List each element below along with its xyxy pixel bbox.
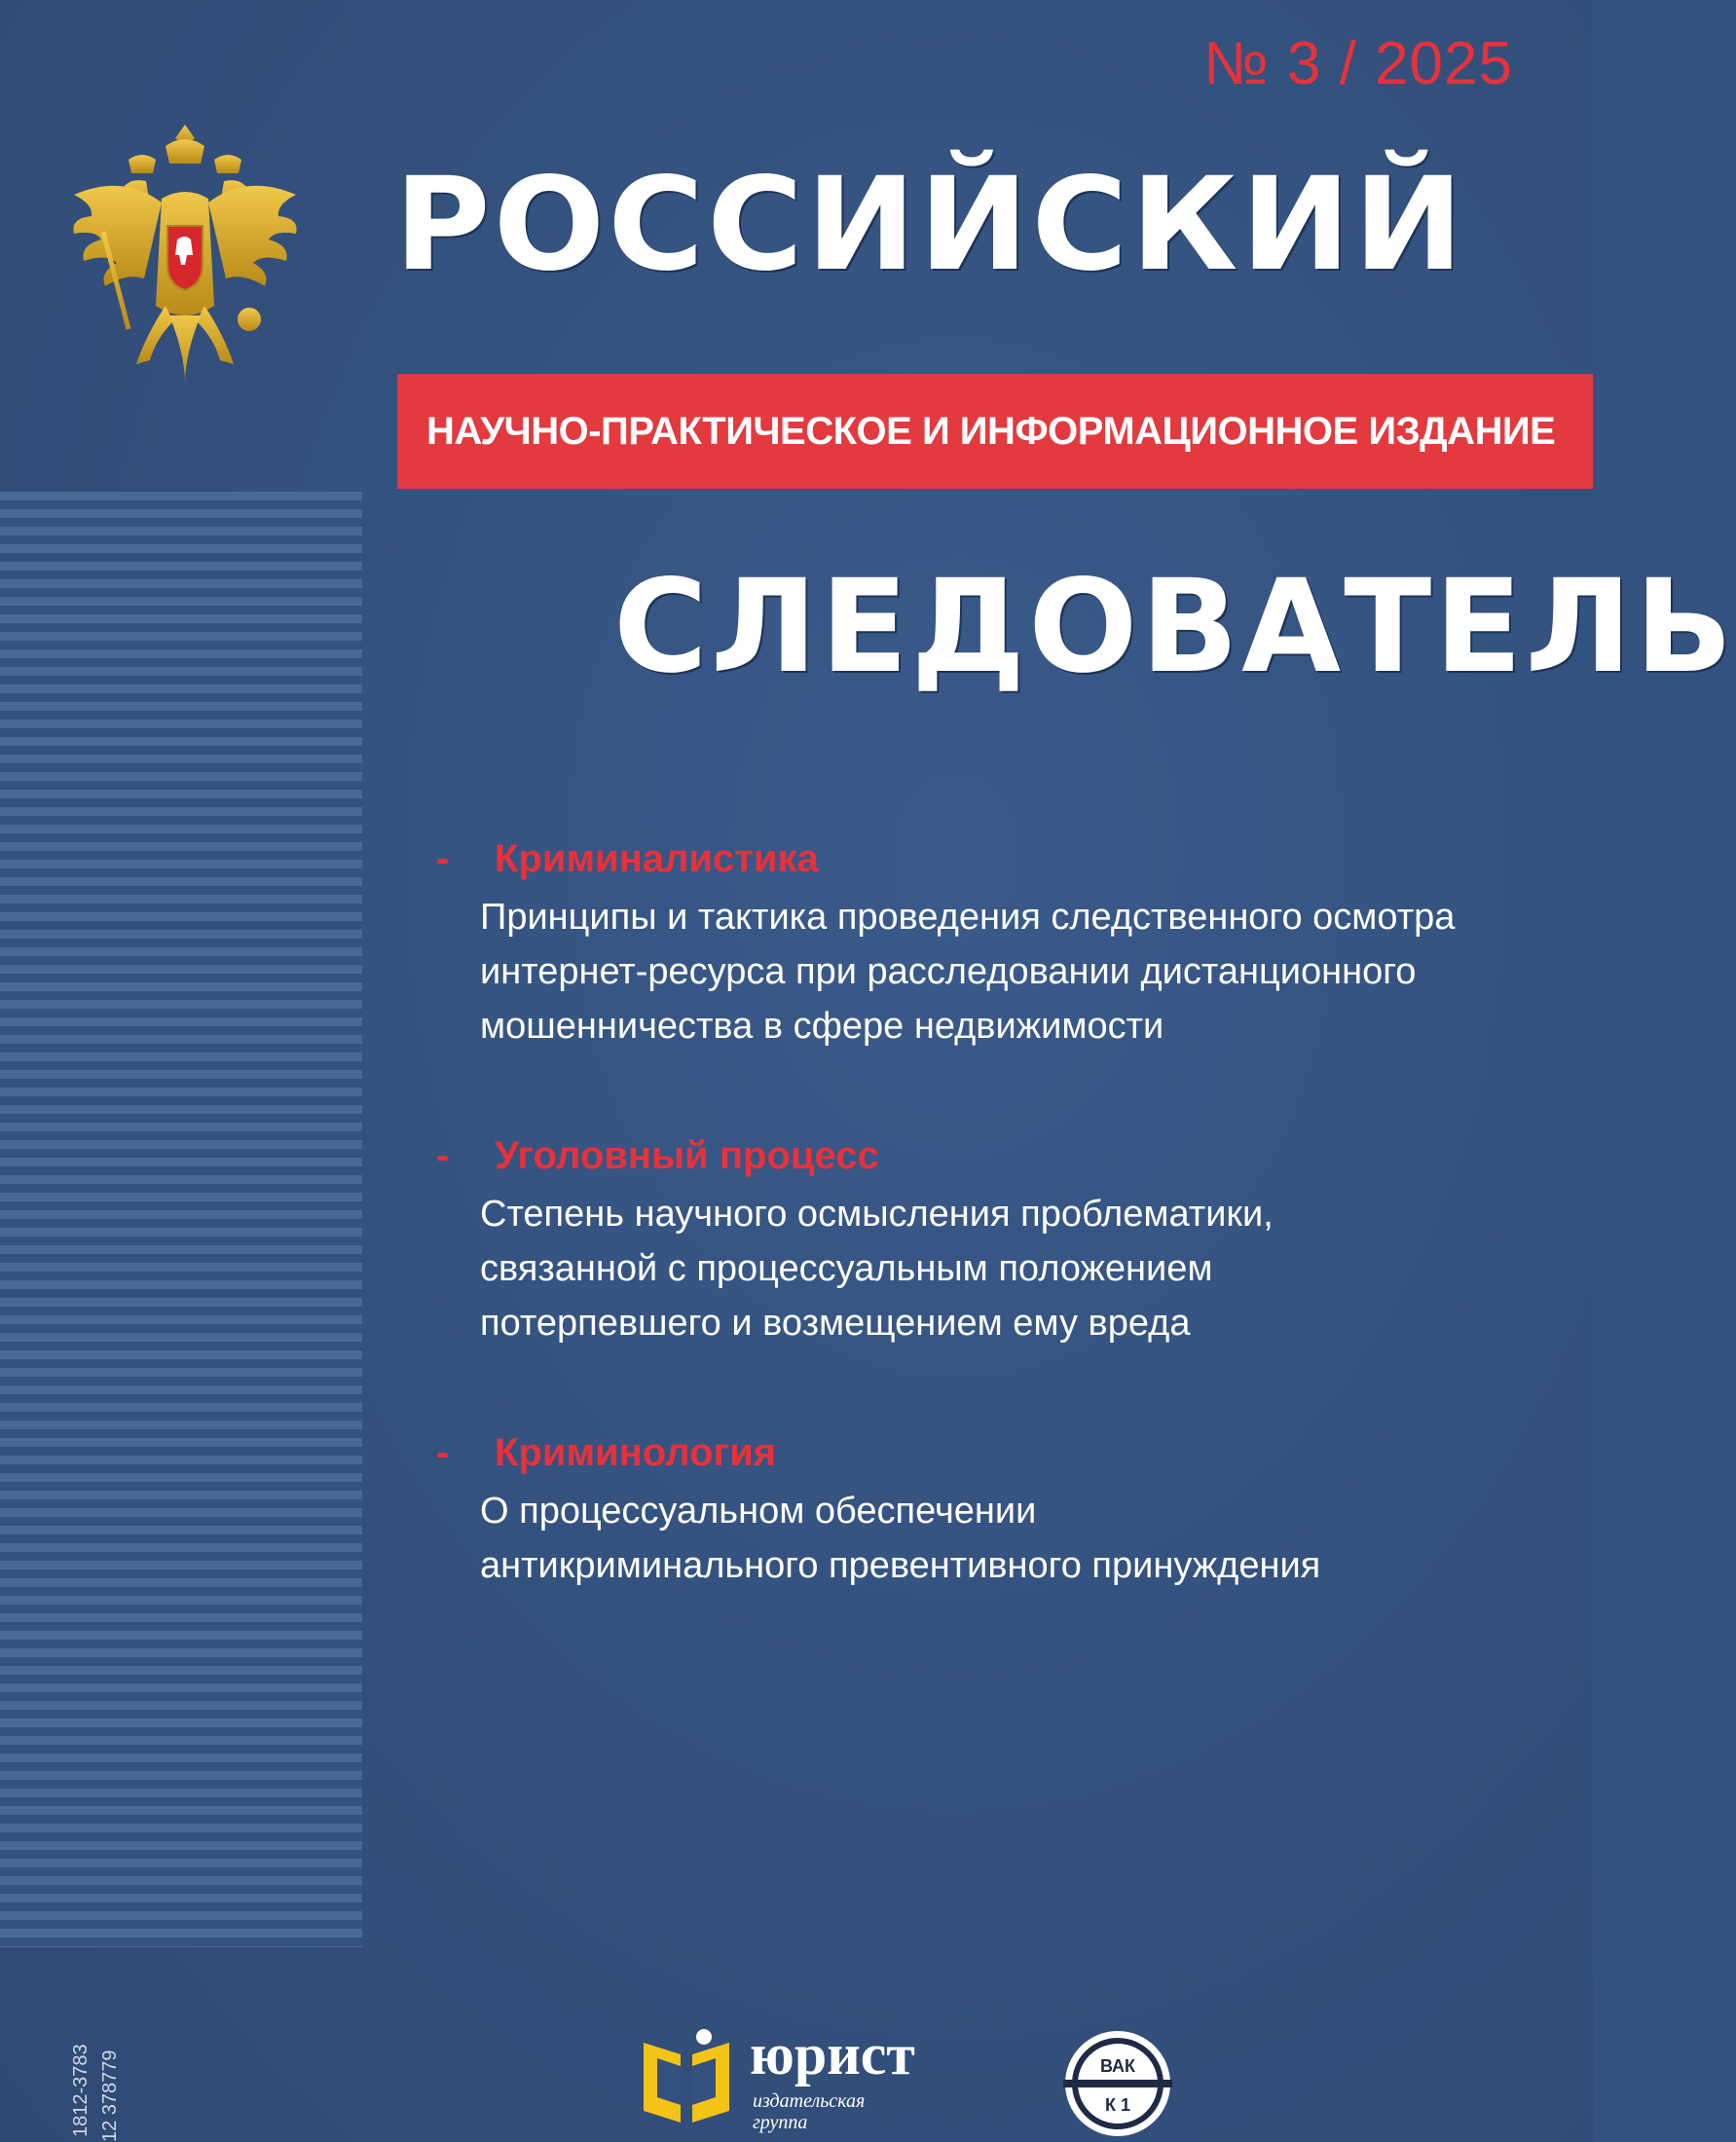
publisher-book-icon xyxy=(638,2025,735,2132)
section-line: интернет-ресурса при расследовании дистанционного xyxy=(480,951,1417,992)
title-rossiyskiy: РОССИЙСКИЙ xyxy=(394,150,1466,300)
section-line: потерпевшего и возмещением ему вреда xyxy=(480,1303,1191,1344)
section-dash: - xyxy=(436,837,450,880)
subtitle-text: НАУЧНО-ПРАКТИЧЕСКОЕ И ИНФОРМАЦИОННОЕ ИЗДАНИЕ xyxy=(426,409,1556,453)
section-heading xyxy=(436,839,1455,878)
publisher-subtitle xyxy=(753,2090,865,2133)
section-dash: - xyxy=(436,1134,450,1177)
section-title: Криминалистика xyxy=(495,837,819,880)
section-line: мошенничества в сфере недвижимости xyxy=(480,1006,1164,1047)
section-line: антикриминального превентивного принуждения xyxy=(480,1545,1321,1586)
vak-bottom-text: К 1 xyxy=(1105,2095,1130,2115)
issue-number: № 3 / 2025 xyxy=(1203,30,1513,97)
section-line: связанной с процессуальным положением xyxy=(480,1248,1213,1289)
section-title: Криминология xyxy=(495,1431,777,1474)
title-sledovatel: СЛЕДОВАТЕЛЬ xyxy=(613,552,1736,702)
section-ugolovny-process xyxy=(436,1136,1274,1350)
section-body xyxy=(480,1187,1274,1350)
publisher-sub-line: издательская xyxy=(753,2090,866,2112)
striped-side-panel xyxy=(0,492,362,1947)
publisher-sub-line: группа xyxy=(753,2112,808,2133)
issn-vertical xyxy=(70,1991,129,2142)
section-line: О процессуальном обеспечении xyxy=(480,1491,1037,1532)
vak-badge-icon xyxy=(1059,2025,1176,2142)
issn-text: 1812-3783 xyxy=(70,2044,92,2137)
publisher-name: юрист xyxy=(750,2022,915,2087)
section-heading xyxy=(436,1433,1320,1472)
section-kriminalistika xyxy=(436,839,1455,1053)
vak-top-text: ВАК xyxy=(1099,2056,1136,2076)
coat-of-arms-icon xyxy=(68,125,302,388)
section-body xyxy=(480,890,1455,1053)
section-heading xyxy=(436,1136,1274,1175)
section-body xyxy=(480,1484,1320,1593)
section-line: Принципы и тактика проведения следственного осмотра xyxy=(480,897,1456,938)
subtitle-band xyxy=(397,374,1593,489)
section-line: Степень научного осмысления проблематики, xyxy=(480,1194,1274,1235)
section-title: Уголовный процесс xyxy=(495,1134,879,1177)
barcode-text: 12 378779 xyxy=(99,2050,121,2142)
section-kriminologiya xyxy=(436,1433,1320,1593)
section-dash: - xyxy=(436,1431,450,1474)
